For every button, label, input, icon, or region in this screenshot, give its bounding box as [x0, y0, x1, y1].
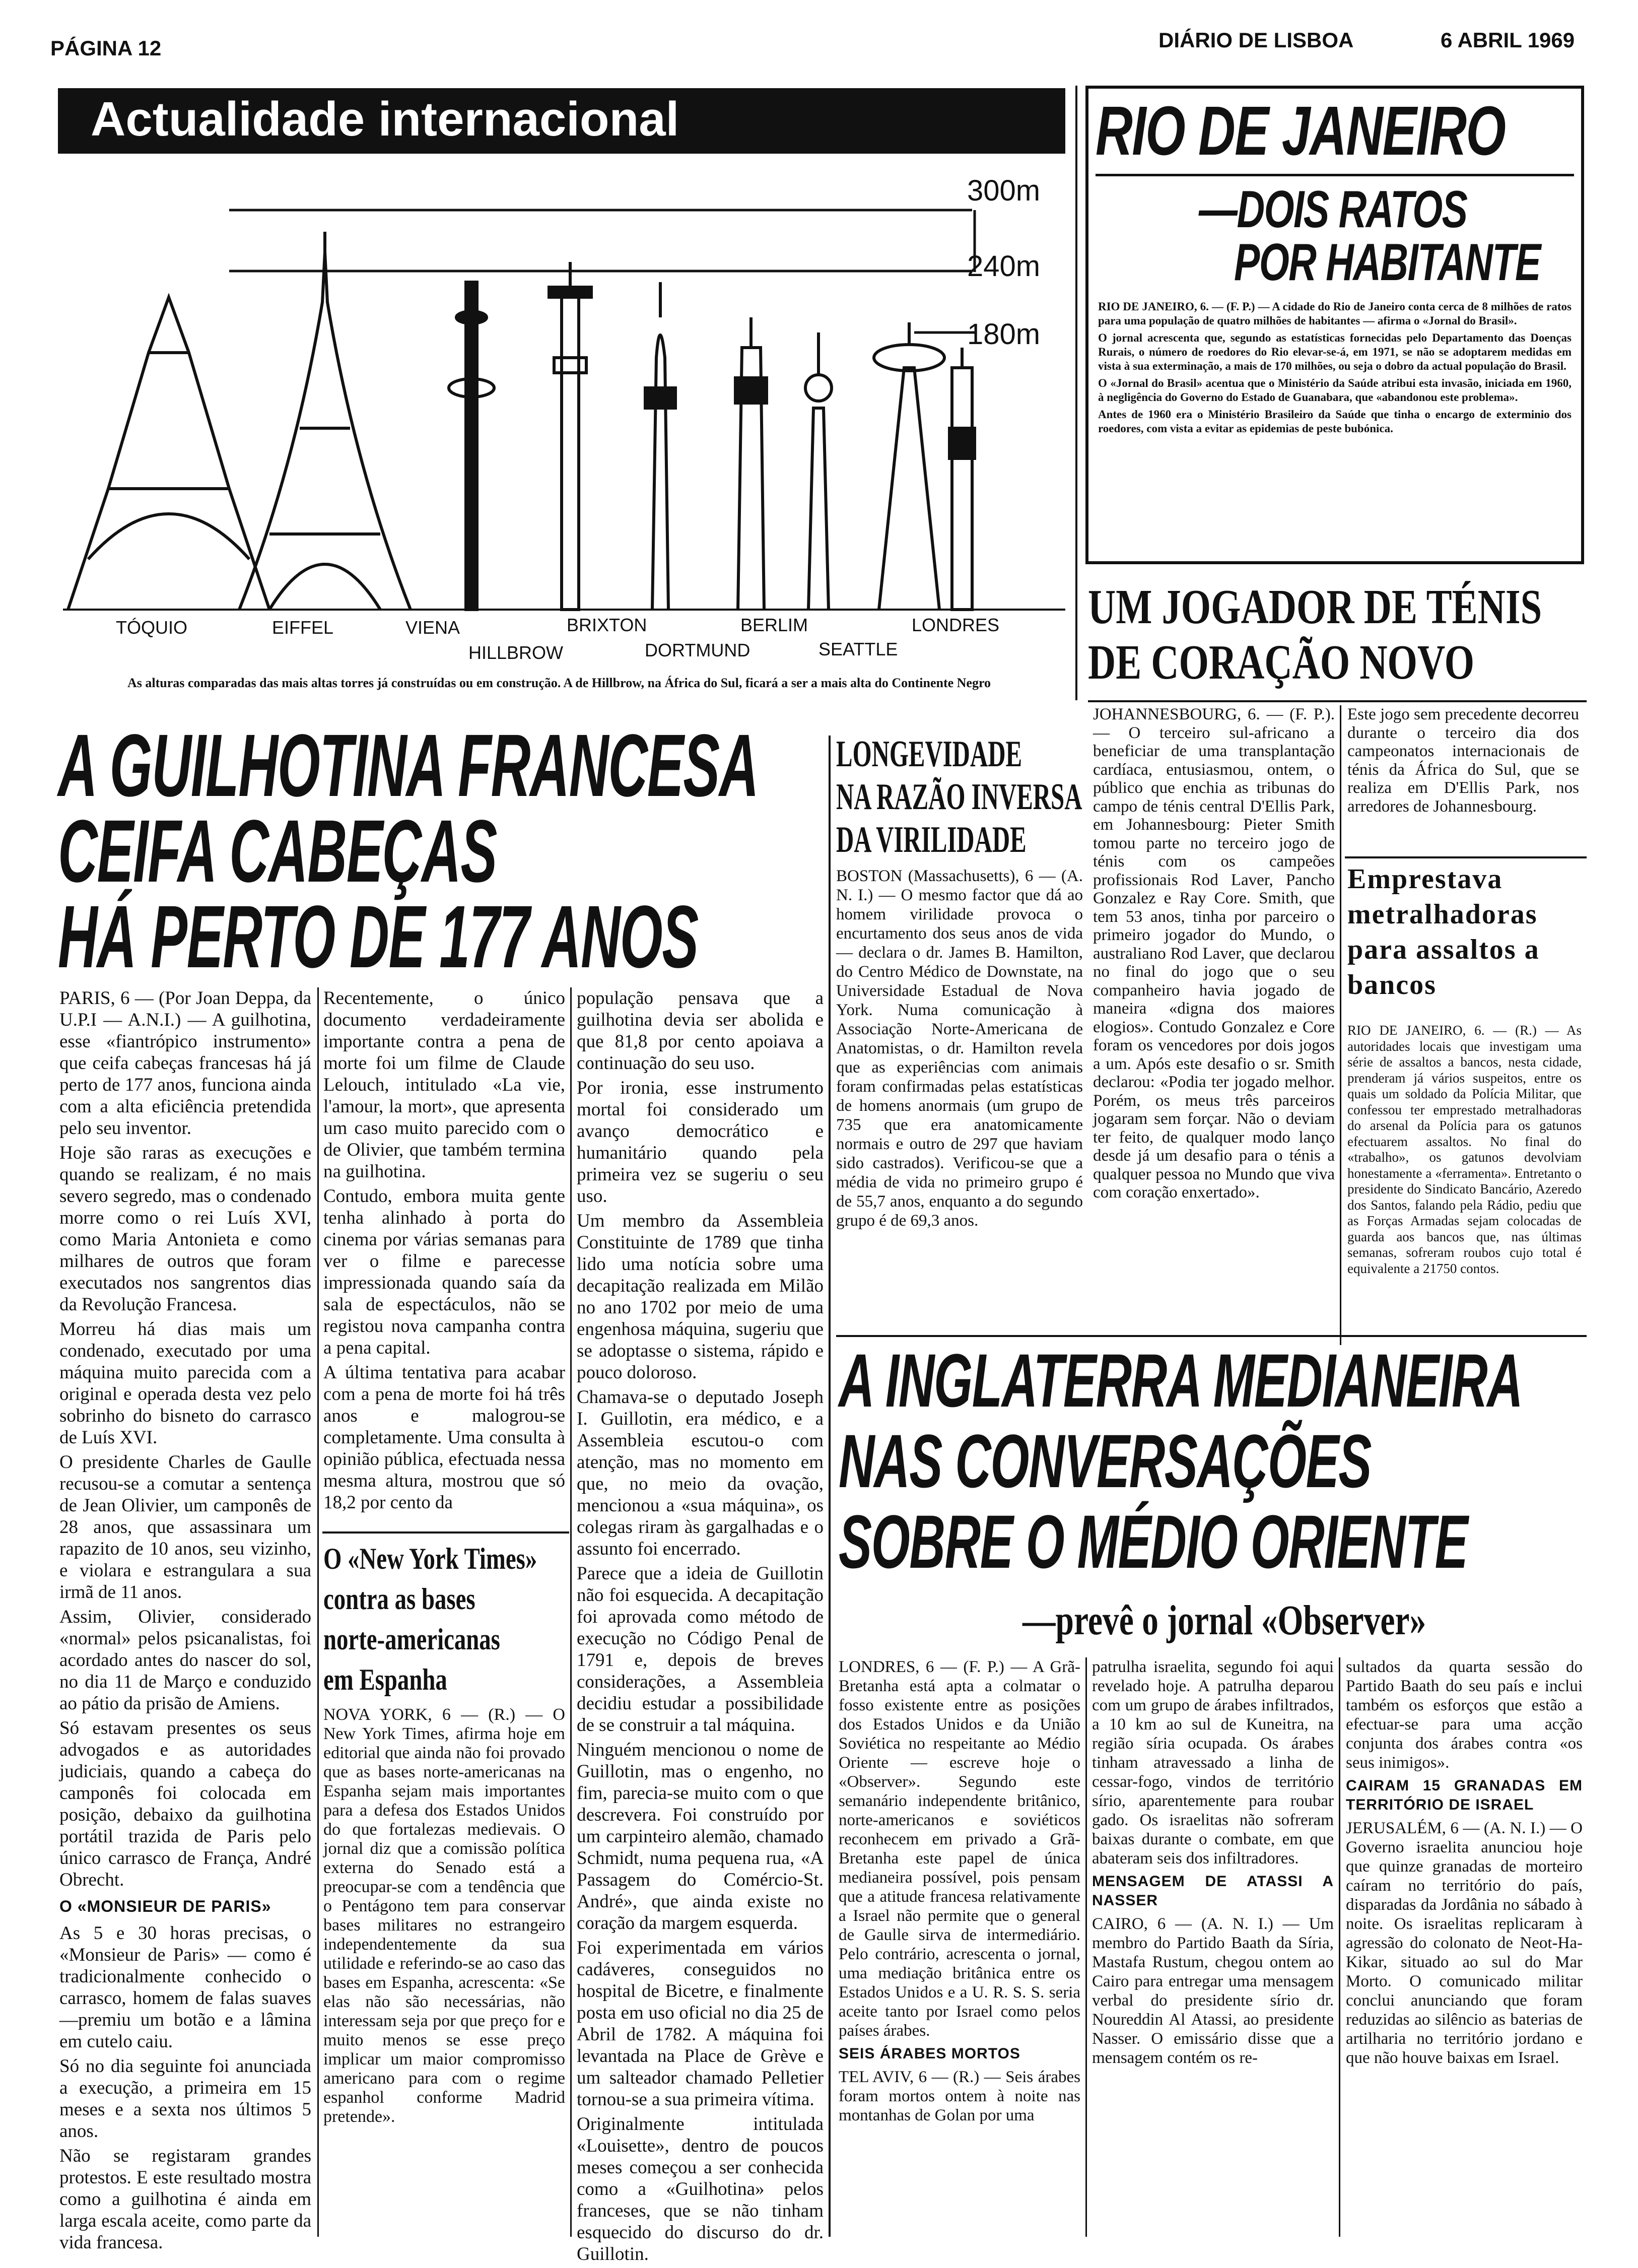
- city-label: LONDRES: [912, 615, 1000, 635]
- metralhadoras-body: RIO DE JANEIRO, 6. — (R.) — As autoridades locais que investigam uma série de assaltos a bancos, nesta cidade, prenderam já vários suspeitos, entre os quais um soldado da Polícia Militar, que confessou ter emprestado metralhadoras do arsenal da Polícia para os gatunos efectuarem assaltos. No final do «trabalho», os gatunos devolviam honestamente a «ferramenta». Entretanto o presidente do Sindicato Bancário, Azeredo dos Santos, falando pela Rádio, pediu que as Forças Armadas sejam colocadas de guarda aos bancos que, nas últimas semanas, sofreram roubos cujo total é equivalente a 21750 contos.: [1347, 1023, 1582, 1276]
- guilhotina-paragraph: Parece que a ideia de Guillotin não foi esquecida. A decapitação foi aprovada como método de execução no Código Penal de 1791 e, depois de breves considerações, a Assembleia decidiu estudar a possibilidade de se construir a tal máquina.: [577, 1563, 824, 1736]
- inglaterra-paragraph: LONDRES, 6 — (F. P.) — A Grã-Bretanha está apta a colmatar o fosso existente entre as posições dos Estados Unidos e da União Soviética no respeitante ao Médio Oriente — escreve hoje o «Observer». Segundo este semanário independente britânico, norte-americanos e soviéticos reconhecem em privado a Grã-Bretanha este papel de única medianeira possível, pois pensam que a atitude francesa relativamente a Israel não permite que o general de Gaulle sirva de intermediário. Pelo contrário, acrescenta o jornal, uma mediação britânica entre os Estados Unidos e a U. R. S. S. seria aceite tanto por Israel como pelos países árabes.: [839, 1658, 1080, 2040]
- tenis-title: UM JOGADOR DE TÉNIS: [1088, 580, 1542, 634]
- nyt-title: norte-americanas: [323, 1623, 500, 1656]
- tower-tokyo: [68, 297, 269, 610]
- section-banner-text: Actualidade internacional: [91, 92, 679, 146]
- rio-subtitle: —DOIS RATOS: [1199, 180, 1467, 239]
- guilhotina-paragraph: Foi experimentada em vários cadáveres, conseguidos no hospital de Bicetre, e finalmente posta em uso oficial no dia 25 de Abril de 1782. A máquina foi levantada na Place de Grève e um salteador chamado Pelletier tornou-se a sua primeira vítima.: [577, 1938, 824, 2110]
- tenis-title: DE CORAÇÃO NOVO: [1088, 635, 1475, 690]
- column-rule: [1075, 86, 1077, 700]
- inglaterra-title: NAS CONVERSAÇÕES: [839, 1419, 1372, 1503]
- chart-caption: As alturas comparadas das mais altas torres já construídas ou em construção. A de Hillbrow, na África do Sul, ficará a ser a mais alta do Continente Negro: [127, 676, 991, 690]
- towers-chart: [58, 166, 1070, 640]
- guilhotina-paragraph: Recentemente, o único documento verdadeiramente importante contra a pena de morte foi um filme de Claude Lelouch, intitulado «La vie, l'amour, la mort», que apresenta um caso muito parecido com o de Olivier, que também termina na guilhotina.: [323, 988, 565, 1182]
- nyt-title: contra as bases: [323, 1582, 475, 1616]
- guilhotina-title: HÁ PERTO DE 177 ANOS: [58, 888, 698, 986]
- city-label: BRIXTON: [567, 615, 647, 635]
- section-rule: [1088, 700, 1587, 702]
- inglaterra-paragraph: CAIRO, 6 — (A. N. I.) — Um membro do Partido Baath da Síria, Mastafa Rustum, chegou ontem ao Cairo para entregar uma mensagem verbal do presidente sírio dr. Noureddin Al Atassi, ao presidente Nasser. O emissário disse que a mensagem contém os re-: [1092, 1915, 1334, 2067]
- guilhotina-paragraph: Ninguém mencionou o nome de Guillotin, mas o engenho, no fim, parecia-se muito com o que descrevera. Foi construído por um carpinteiro alemão, chamado Schmidt, numa pequena rua, «A Passagem do Comércio-St. André», que ainda existe no coração da margem esquerda.: [577, 1740, 824, 1933]
- inglaterra-subhead: MENSAGEM DE ATASSI A NASSER: [1092, 1873, 1334, 1909]
- city-label: VIENA: [405, 617, 460, 638]
- tower-seattle: [874, 322, 944, 610]
- guilhotina-paragraph: A última tentativa para acabar com a pena de morte foi há três anos e malogrou-se completamente. Uma consulta à opinião pública, efectuada nessa mesma altura, mostrou que só 18,2 por cento da: [323, 1362, 565, 1513]
- rio-paragraph: RIO DE JANEIRO, 6. — (F. P.) — A cidade do Rio de Janeiro conta cerca de 8 milhões de ratos para uma população de quatro milhões de habitantes — afirma o «Jornal do Brasil».: [1098, 300, 1572, 327]
- section-rule: [1345, 856, 1587, 858]
- inglaterra-paragraph: TEL AVIV, 6 — (R.) — Seis árabes foram mortos ontem à noite nas montanhas de Golan por uma: [839, 2068, 1080, 2124]
- guilhotina-paragraph: Só estavam presentes os seus advogados e as autoridades judiciais, quando a cabeça do camponês foi colocada em posição, debaixo da guilhotina portátil trazida de Paris pelo único carrasco de França, André Obrecht.: [59, 1718, 311, 1890]
- inglaterra-col1: [839, 1657, 1080, 2128]
- tower-brixton: [645, 282, 675, 610]
- inglaterra-subtitle: —prevê o jornal «Observer»: [1022, 1597, 1426, 1644]
- guilhotina-paragraph: Originalmente intitulada «Louisette», dentro de poucos meses começou a ser conhecida como a «Guilhotina» pelos franceses, que se não tinham esquecido do discurso do dr. Guillotin.: [577, 2114, 824, 2264]
- guilhotina-paragraph: Chamava-se o deputado Joseph I. Guillotin, era médico, e a Assembleia escutou-o com atenção, mas no momento em que, no meio da ovação, mencionou a «sua máquina», os colegas riram às gargalhadas e o assunto foi encerrado.: [577, 1387, 824, 1559]
- scale-240m: 240m: [967, 250, 1041, 283]
- column-rule: [570, 987, 572, 2237]
- column-rule: [1339, 1657, 1340, 2237]
- rio-body: [1098, 300, 1572, 439]
- inglaterra-paragraph: patrulha israelita, segundo foi aqui revelado hoje. A patrulha deparou com um grupo de árabes infiltrados, a 10 km ao sul de Kuneitra, na região síria ocupada. Os árabes tinham atravessado a linha de cessar-fogo, vindos de território sírio, aparentemente para roubar gado. Os israelitas não sofreram baixas durante o combate, em que abateram seis dos infiltradores.: [1092, 1658, 1334, 1867]
- column-rule: [317, 987, 319, 2237]
- scale-180m: 180m: [967, 318, 1041, 351]
- issue-date: 6 ABRIL 1969: [1441, 28, 1575, 52]
- inglaterra-title: A INGLATERRA MEDIANEIRA: [839, 1338, 1523, 1423]
- longevidade-body: BOSTON (Massachusetts), 6 — (A. N. I.) — O mesmo factor que dá ao homem virilidade provoca o encurtamento dos seus anos de vida — declara o dr. James B. Hamilton, do Centro Médico de Downstate, na Universidade Estadual de Nova York. Numa comunicação à Associação Norte-Americana de Anatomistas, o dr. Hamilton revela que as experiências com animais foram confirmadas pelas estatísticas de homens anormais (um grupo de 735 que era anatomicamente normais e outro de 297 que haviam sido castrados). Verificou-se que a média de vida no primeiro grupo é de 55,7 anos, enquanto a do segundo grupo é de 69,3 anos.: [836, 867, 1083, 1230]
- inglaterra-subhead: SEIS ÁRABES MORTOS: [839, 2045, 1020, 2062]
- rio-title-rule: [1096, 174, 1574, 176]
- city-label: TÓQUIO: [116, 617, 187, 638]
- height-scale-lines: [229, 210, 975, 332]
- rio-paragraph: O «Jornal do Brasil» acentua que o Ministério da Saúde atribui esta invasão, iniciada em 1960, à negligência do Governo do Estado de Guanabara, que «abandonou este problema».: [1098, 377, 1572, 404]
- guilhotina-paragraph: Só no dia seguinte foi anunciada a execução, a primeira em 15 meses e a sexta nos últimos 5 anos.: [59, 2056, 311, 2142]
- guilhotina-paragraph: Morreu há dias mais um condenado, executado por uma máquina muito parecida com a original e operada desta vez pelo sobrinho do bisneto do carrasco de Luís XVI.: [59, 1319, 311, 1448]
- guilhotina-paragraph: Assim, Olivier, considerado «normal» pelos psicanalistas, foi acordado antes do nascer do sol, no dia 11 de Março e conduzido ao pátio da prisão de Amiens.: [59, 1607, 311, 1714]
- rio-paragraph: O jornal acrescenta que, segundo as estatísticas fornecidas pelo Departamento das Doenças Rurais, o número de roedores do Rio elevar-se-á, em 1971, se não se adoptarem medidas em vista à sua exterminação, a mais de 170 milhões, ou seja o dobro da actual população do Brasil.: [1098, 331, 1572, 372]
- tenis-body-col1: JOHANNESBOURG, 6. — (F. P.). — O terceiro sul-africano a beneficiar de uma transplantação cardíaca, entusiasmou, ontem, o público que enchia as tribunas do campo de ténis central D'Ellis Park, em Johannesbourg: Pieter Smith tomou parte no terceiro jogo de ténis com os campeões profissionais Rod Laver, Pancho Gonzalez e Ray Core. Smith, que tem 53 anos, tinha por parceiro o primeiro jogador do Mundo, o australiano Rod Laver, que declarou no final do jogo que o seu companheiro havia jogado de maneira «digna dos maiores elogios». Contudo Gonzalez e Core foram os vencedores por dois jogos a um. Após este desafio o sr. Smith declarou: «Podia ter jogado melhor. Porém, os meus três parceiros jogaram sem forçar. Não o deviam ter feito, de qualquer modo lanço desde já um desafio para o ténis a qualquer pessoa no Mundo que viva com coração enxertado».: [1093, 705, 1335, 1202]
- city-label: EIFFEL: [272, 617, 334, 638]
- inglaterra-col3: [1346, 1657, 1583, 2071]
- page-number: PÁGINA 12: [50, 36, 162, 60]
- column-rule: [1085, 1657, 1087, 2237]
- rio-title: RIO DE JANEIRO: [1096, 92, 1506, 170]
- guilhotina-paragraph: As 5 e 30 horas precisas, o «Monsieur de Paris» — como é tradicionalmente conhecido o carrasco, homem de falas suaves—premiu um botão e a lâmina em cutelo caiu.: [59, 1923, 311, 2052]
- city-label: HILLBROW: [468, 642, 564, 663]
- section-rule: [322, 1531, 569, 1533]
- tower-hillbrow: [549, 262, 591, 610]
- inglaterra-paragraph: JERUSALÉM, 6 — (A. N. I.) — O Governo israelita anunciou hoje que quinze granadas de morteiro caíram no território do país, disparadas da Jordânia no sábado à noite. Os israelitas replicaram à agressão do colonato de Neot-Ha-Kikar, situado ao sul do Mar Morto. O comunicado militar conclui anunciando que foram reduzidas ao silêncio as baterias de artilharia no território jordano e que não houve baixas em Israel.: [1346, 1819, 1583, 2067]
- inglaterra-title: SOBRE O MÉDIO ORIENTE: [839, 1499, 1468, 1584]
- inglaterra-paragraph: sultados da quarta sessão do Partido Baath do seu país e inclui também os esforços que estão a efectuar-se para uma acção conjunta dos árabes contra «os seus inimigos».: [1346, 1658, 1583, 1772]
- tower-vienna: [449, 282, 494, 610]
- guilhotina-col1: [59, 987, 311, 2256]
- section-rule: [836, 1335, 1587, 1337]
- guilhotina-paragraph: população pensava que a guilhotina devia ser abolida e que 81,8 por cento apoiava a continuação do seu uso.: [577, 988, 824, 1074]
- nyt-body: NOVA YORK, 6 — (R.) — O New York Times, afirma hoje em editorial que ainda não foi provado que as bases norte-americanas na Espanha sejam mais importantes para a defesa dos Estados Unidos do que fortalezas medievais. O jornal diz que a comissão política externa do Senado está a preocupar-se com a tendência que o Pentágono tem para conservar bases militares no estrangeiro independentemente da sua utilidade e referindo-se ao caso das bases em Espanha, acrescenta: «Se elas não são necessárias, não interessam seja por que preço for e muito menos se esse preço implicar um maior compromisso americano para com o regime espanhol conforme Madrid pretende».: [323, 1705, 565, 2126]
- rio-subtitle: POR HABITANTE: [1234, 233, 1540, 292]
- guilhotina-paragraph: Hoje são raras as execuções e quando se realizam, é no mais severo segredo, mas o condenado morre como o rei Luís XVI, como Maria Antonieta e como milhares de outros que foram executados nos sangrentos dias da Revolução Francesa.: [59, 1143, 311, 1315]
- city-label: DORTMUND: [645, 640, 750, 660]
- guilhotina-paragraph: PARIS, 6 — (Por Joan Deppa, da U.P.I — A.N.I.) — A guilhotina, esse «fiantrópico instrumento» que ceifa cabeças francesas há já perto de 177 anos, funciona ainda com a alta eficiência pretendida pelo seu inventor.: [59, 988, 311, 1139]
- guilhotina-paragraph: Por ironia, esse instrumento mortal foi considerado um avanço democrático e humanitário quando pela primeira vez se sugeriu o seu uso.: [577, 1078, 824, 1207]
- newspaper-name: DIÁRIO DE LISBOA: [1158, 28, 1354, 52]
- tower-berlin: [805, 332, 832, 610]
- guilhotina-title: A GUILHOTINA FRANCESA: [58, 716, 759, 815]
- tower-dortmund: [735, 317, 767, 610]
- guilhotina-paragraph: Não se registaram grandes protestos. E este resultado mostra como a guilhotina é ainda em larga escala aceite, como parte da vida francesa.: [59, 2146, 311, 2253]
- inglaterra-subhead: CAIRAM 15 GRANADAS EM TERRITÓRIO DE ISRAEL: [1346, 1777, 1583, 1813]
- nyt-title: em Espanha: [323, 1663, 447, 1696]
- city-label: BERLIM: [740, 615, 808, 635]
- rio-paragraph: Antes de 1960 era o Ministério Brasileiro da Saúde que tinha o encargo de exterminio dos roedores, com vista a evitar as epidemias de peste bubónica.: [1098, 408, 1572, 435]
- guilhotina-paragraph: Um membro da Assembleia Constituinte de 1789 que tinha lido uma notícia sobre uma decapitação realizada em Milão no ano 1702 por meio de uma engenhosa máquina, sugeriu que se adoptasse o sistema, rápido e pouco doloroso.: [577, 1211, 824, 1383]
- guilhotina-col2: [323, 987, 565, 1516]
- city-label: SEATTLE: [818, 639, 898, 659]
- guilhotina-col3: [577, 987, 824, 2268]
- longevidade-title: NA RAZÃO INVERSA: [836, 776, 1082, 818]
- nyt-title: O «New York Times»: [323, 1542, 537, 1575]
- longevidade-title: DA VIRILIDADE: [836, 819, 1027, 860]
- guilhotina-paragraph: Contudo, embora muita gente tenha alinhado à porta do cinema por várias semanas para ver o filme e parecesse impressionada quando saía da sala de espectáculos, não se registou nova campanha contra a pena capital.: [323, 1186, 565, 1358]
- guilhotina-title: CEIFA CABEÇAS: [58, 802, 497, 901]
- column-rule: [1340, 705, 1341, 1345]
- tower-eiffel: [239, 232, 411, 610]
- scale-300m: 300m: [967, 174, 1041, 207]
- tower-london: [949, 348, 975, 610]
- longevidade-title: LONGEVIDADE: [836, 733, 1022, 775]
- tenis-body-col2: Este jogo sem precedente decorreu durante o terceiro dia dos campeonatos internacionais de ténis da África do Sul, que se realiza em D'Ellis Park, nos arredores de Johannesbourg.: [1347, 705, 1579, 816]
- guilhotina-paragraph: O presidente Charles de Gaulle recusou-se a comutar a sentença de Jean Olivier, um camponês de 28 anos, que assassinara um rapazito de 10 anos, seu vizinho, e violara e estrangulara a sua irmã de 11 anos.: [59, 1452, 311, 1603]
- guilhotina-subhead: O «MONSIEUR DE PARIS»: [59, 1897, 271, 1915]
- inglaterra-col2: [1092, 1657, 1334, 2071]
- column-rule: [829, 736, 831, 2237]
- metralhadoras-title: Emprestava metralhadoras para assaltos a bancos: [1347, 863, 1540, 1000]
